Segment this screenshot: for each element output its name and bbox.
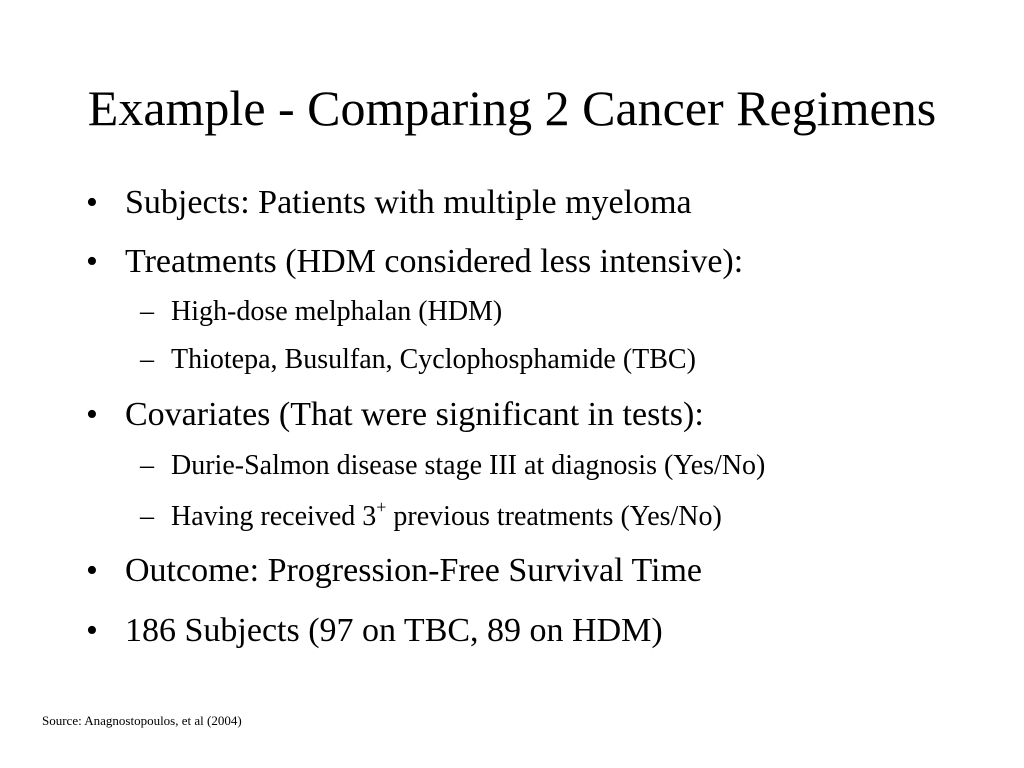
bullet-text: Outcome: Progression-Free Survival Time (125, 552, 703, 589)
sub-bullet-text (171, 496, 722, 534)
bullet-icon: • (86, 552, 98, 589)
dash-icon: – (140, 501, 154, 532)
dash-icon: – (140, 450, 154, 481)
sub-bullet-text: Durie-Salmon disease stage III at diagnosis (Yes/No) (171, 450, 766, 481)
source-citation: Source: Anagnostopoulos, et al (2004) (42, 713, 242, 728)
bullet-icon: • (86, 184, 98, 221)
bullet-text: Covariates (That were significant in tests): (125, 396, 704, 433)
bullet-text: 186 Subjects (97 on TBC, 89 on HDM) (125, 612, 663, 649)
slide-title: Example - Comparing 2 Cancer Regimens (87, 80, 937, 136)
bullet-text: Subjects: Patients with multiple myeloma (125, 184, 692, 221)
bullet-icon: • (86, 396, 98, 433)
superscript-plus: + (376, 496, 387, 517)
dash-icon: – (140, 296, 154, 327)
sub-bullet-text: Thiotepa, Busulfan, Cyclophosphamide (TBC) (171, 344, 696, 375)
dash-icon: – (140, 344, 154, 375)
bullet-text: Treatments (HDM considered less intensive): (125, 243, 744, 280)
text-part: Having received 3 (171, 501, 377, 532)
text-part: previous treatments (Yes/No) (386, 501, 722, 532)
bullet-icon: • (86, 243, 98, 280)
bullet-icon: • (86, 612, 98, 649)
sub-bullet-text: High-dose melphalan (HDM) (171, 296, 503, 327)
